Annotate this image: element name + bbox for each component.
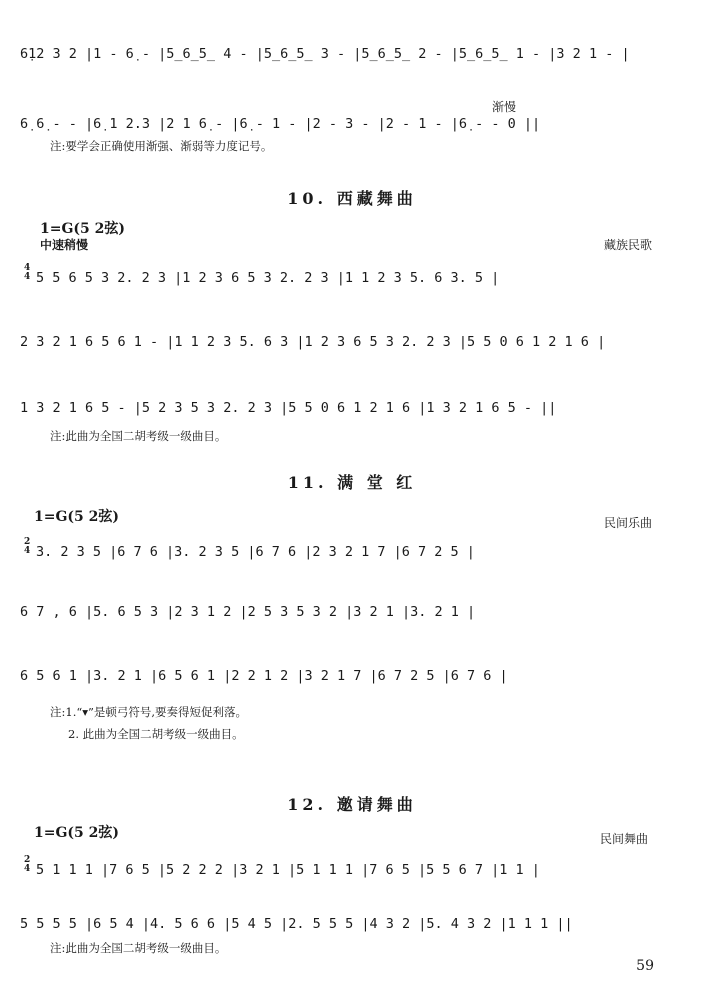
score-row-11-2: 6 7 , 6 |5. 6 5 3 |2 3 1 2 |2 5 3 5 3 2 |3 2 1 |3. 2 1 |	[20, 604, 476, 620]
key-signature-12: 1=G(5 2弦)	[34, 825, 120, 841]
note-11-1: 注:1.“▾”是顿弓符号,要奏得短促利落。	[50, 705, 248, 719]
origin-12: 民间舞曲	[600, 832, 649, 846]
origin-10: 藏族民歌	[604, 238, 653, 252]
time-signature-11: 2 4	[24, 537, 31, 556]
key-signature-11: 1=G(5 2弦)	[34, 509, 120, 525]
tempo-marking-top: 渐慢	[492, 100, 517, 114]
score-row-top-1: 6̣12 3 2 |1 - 6̣ - |5̲6̲5̲ 4 - |5̲6̲5̲ 3 - |5̲6̲5̲ 2 - |5̲6̲5̲ 1 - |3 2 1 - |	[20, 46, 630, 62]
time-signature-10: 4 4	[24, 263, 31, 282]
score-row-10-3: 1 3 2 1 6 5 - |5 2 3 5 3 2. 2 3 |5 5 0 6 1 2 1 6 |1 3 2 1 6 5 - ||	[20, 400, 557, 416]
score-row-10-1: 5 5 6 5 3 2. 2 3 |1 2 3 6 5 3 2. 2 3 |1 1 2 3 5. 6 3. 5 |	[36, 270, 500, 286]
origin-11: 民间乐曲	[604, 516, 653, 530]
time-signature-12: 2 4	[24, 855, 31, 874]
piece-title-10: 10. 西藏舞曲	[287, 189, 417, 208]
piece-title-11: 11. 满 堂 红	[287, 473, 417, 492]
note-10: 注:此曲为全国二胡考级一级曲目。	[50, 429, 227, 443]
score-row-10-2: 2 3 2 1 6 5 6 1 - |1 1 2 3 5. 6 3 |1 2 3 6 5 3 2. 2 3 |5 5 0 6 1 2 1 6 |	[20, 334, 606, 350]
score-row-12-1: 5 1 1 1 |7 6 5 |5 2 2 2 |3 2 1 |5 1 1 1 |7 6 5 |5 5 6 7 |1 1 |	[36, 862, 540, 878]
note-top: 注:要学会正确使用渐强、渐弱等力度记号。	[50, 139, 273, 153]
note-11-2: 2. 此曲为全国二胡考级一级曲目。	[68, 727, 244, 741]
note-12: 注:此曲为全国二胡考级一级曲目。	[50, 941, 227, 955]
score-row-11-1: 3. 2 3 5 |6 7 6 |3. 2 3 5 |6 7 6 |2 3 2 1 7 |6 7 2 5 |	[36, 544, 475, 560]
piece-title-12: 12. 邀请舞曲	[287, 795, 417, 814]
page-number: 59	[636, 958, 654, 974]
key-signature-10: 1=G(5 2弦)	[40, 221, 126, 237]
tempo-10: 中速稍慢	[40, 238, 89, 252]
score-row-top-2: 6̣ 6̣ - - |6̣ 1 2.3 |2 1 6̣ - |6̣ - 1 - |2 - 3 - |2 - 1 - |6̣ - - 0 ||	[20, 116, 541, 132]
score-row-11-3: 6 5 6 1 |3. 2 1 |6 5 6 1 |2 2 1 2 |3 2 1 7 |6 7 2 5 |6 7 6 |	[20, 668, 508, 684]
score-row-12-2: 5 5 5 5 |6 5 4 |4. 5 6 6 |5 4 5 |2. 5 5 5 |4 3 2 |5. 4 3 2 |1 1 1 ||	[20, 916, 573, 932]
